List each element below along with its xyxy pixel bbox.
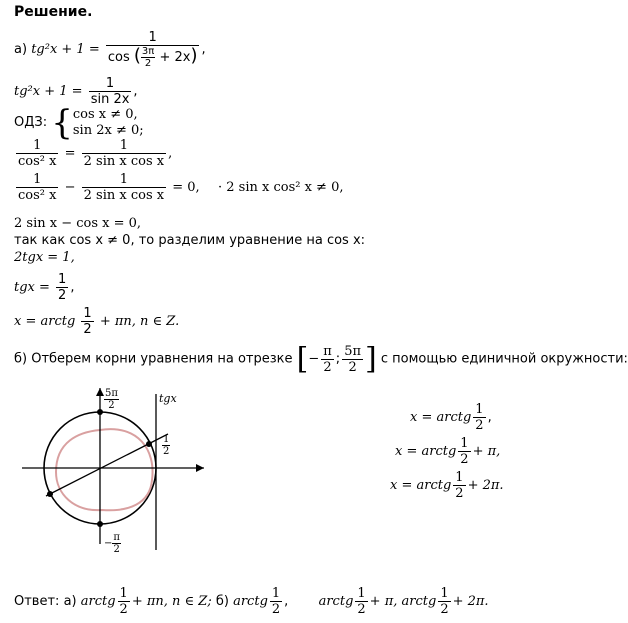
denominator: 2 xyxy=(163,446,170,457)
root-2 xyxy=(395,436,500,467)
line-10 xyxy=(14,306,179,337)
numerator: π xyxy=(323,344,332,359)
frac-half xyxy=(56,272,68,303)
den-2: 2 xyxy=(141,57,155,69)
tgx-eq: tgx = xyxy=(14,280,50,295)
denominator: 2 sin x cos x xyxy=(83,154,165,169)
numerator: 5π xyxy=(105,388,118,399)
odz-system xyxy=(73,107,144,139)
answer-b2-arctg: arctg xyxy=(318,594,354,609)
x-axis-arrow-icon xyxy=(196,464,204,472)
frac-half xyxy=(438,586,450,617)
line-8: 2tgx = 1, xyxy=(14,250,75,265)
numerator: 1 xyxy=(33,138,42,153)
denominator: 2 xyxy=(83,322,92,337)
label-tgx: tgx xyxy=(159,392,177,405)
part-b-text-2: с помощью единичной окружности: xyxy=(380,351,628,367)
general-solution-tail: + πn, n ∈ Z. xyxy=(99,314,180,329)
frac-1-2sincos-b xyxy=(82,172,166,203)
denominator: cos ( $\frac{3\pi}{2}$ + 2x) xyxy=(107,45,198,69)
denominator: 2 xyxy=(357,602,366,617)
numerator: 1 xyxy=(119,172,129,187)
numerator: 1 xyxy=(475,402,484,417)
root-lhs: x = arctg xyxy=(410,410,472,425)
answer-line xyxy=(14,586,489,617)
part-a-label: а) xyxy=(14,42,28,57)
line-7: так как cos x ≠ 0, то разделим уравнение на cos x: xyxy=(14,233,366,248)
answer-b1-tail: , xyxy=(284,594,289,609)
numerator: 5π xyxy=(344,344,362,359)
equals: = xyxy=(64,146,76,161)
numerator: 1 xyxy=(105,76,115,91)
part-b-text-1: б) Отберем корни уравнения на отрезке xyxy=(14,351,293,367)
answer-b-label: б) xyxy=(215,594,229,609)
root-lhs: x = arctg xyxy=(395,444,457,459)
answer-a-label: а) xyxy=(63,594,77,609)
label-half xyxy=(162,434,170,457)
root-tail: , xyxy=(487,410,492,425)
minus: − xyxy=(308,351,320,367)
frac-half xyxy=(81,306,93,337)
numerator: 1 xyxy=(440,586,449,601)
x-eq-arctg: x = arctg xyxy=(14,314,76,329)
numerator: 1 xyxy=(58,272,67,287)
frac-1-2sincos xyxy=(82,138,166,169)
semicolon: ; xyxy=(335,351,341,367)
solution-arc-curve xyxy=(56,429,153,510)
frac-1-cos2 xyxy=(16,138,58,169)
answer-label: Ответ: xyxy=(14,594,60,609)
root-tail: + 2π. xyxy=(467,478,504,493)
label-5pi-2 xyxy=(104,388,119,411)
frac-half xyxy=(118,586,130,617)
odz-condition-2: sin 2x ≠ 0; xyxy=(72,123,144,138)
numerator: 1 xyxy=(119,586,128,601)
numerator: 1 xyxy=(148,30,157,45)
line-4 xyxy=(14,138,172,169)
denominator: 2 xyxy=(342,359,363,375)
denominator: cos² x xyxy=(18,188,57,203)
frac-half xyxy=(453,470,465,501)
cos-label: cos xyxy=(107,50,130,65)
eq-lhs: tg²x + 1 = xyxy=(31,42,100,57)
label-minus-pi-2 xyxy=(104,532,121,555)
frac-pi-2 xyxy=(112,532,121,555)
numerator: 1 xyxy=(163,434,170,445)
root-lhs: x = arctg xyxy=(390,478,452,493)
line-5 xyxy=(14,172,200,203)
point-top xyxy=(97,409,103,415)
frac-pi-2 xyxy=(321,344,334,375)
line-a2 xyxy=(14,76,138,107)
numerator: 1 xyxy=(455,470,464,485)
denominator: 2 xyxy=(440,602,449,617)
line-6: 2 sin x − cos x = 0, xyxy=(14,216,142,231)
answer-b2-tail: + π, xyxy=(369,594,398,609)
frac-half xyxy=(473,402,485,433)
left-bracket: [ xyxy=(296,341,309,377)
minus: − xyxy=(104,538,113,549)
denominator: 2 xyxy=(321,359,334,375)
num-3pi: 3π xyxy=(141,46,155,57)
three-pi-over-2 xyxy=(141,46,155,69)
denominator: 2 xyxy=(475,418,484,433)
numerator: 1 xyxy=(271,586,281,601)
system-brace: { xyxy=(51,103,73,143)
numerator: 1 xyxy=(357,586,366,601)
frac-half xyxy=(270,586,282,617)
frac-5pi-2 xyxy=(342,344,363,375)
part-b-line xyxy=(14,341,628,377)
line-a1 xyxy=(14,30,206,69)
denominator: 2 xyxy=(460,452,469,467)
comma: , xyxy=(133,84,138,99)
frac-half xyxy=(355,586,367,617)
numerator: 1 xyxy=(119,138,129,153)
denominator: 2 xyxy=(119,602,128,617)
answer-a-tail: + πn, n ∈ Z; xyxy=(131,594,212,609)
fraction-sin2x xyxy=(89,76,132,107)
right-bracket: ] xyxy=(365,341,377,377)
denominator: 2 xyxy=(58,288,67,303)
denominator: sin 2x xyxy=(90,92,130,107)
odz-label: ОДЗ: xyxy=(14,115,48,130)
point-arctg xyxy=(146,441,152,447)
denominator: 2 sin x cos x xyxy=(83,188,165,203)
answer-b1-arctg: arctg xyxy=(233,594,268,609)
denominator: 2 xyxy=(104,399,119,411)
heading: Решение. xyxy=(14,4,93,20)
line-9 xyxy=(14,272,74,303)
comma: , xyxy=(70,280,75,295)
comma: , xyxy=(168,146,173,161)
frac-1-cos2-b xyxy=(16,172,58,203)
root-3 xyxy=(390,470,504,501)
point-bottom xyxy=(97,521,103,527)
plus-2x: + 2x xyxy=(159,50,191,65)
denominator: cos² x xyxy=(18,154,57,169)
denominator: 2 xyxy=(113,544,120,555)
numerator: π xyxy=(113,532,120,543)
answer-b3-arctg: arctg xyxy=(401,594,437,609)
denominator: 2 xyxy=(455,486,464,501)
numerator: 1 xyxy=(83,306,92,321)
numerator: 1 xyxy=(33,172,42,187)
root-1 xyxy=(410,402,492,433)
y-axis-arrow-icon xyxy=(96,388,104,396)
point-arctg-pi xyxy=(47,491,53,497)
denominator: 2 xyxy=(271,602,281,617)
answer-b3-tail: + 2π. xyxy=(452,594,489,609)
numerator: 1 xyxy=(460,436,469,451)
frac-half xyxy=(458,436,470,467)
eq-lhs-2: tg²x + 1 = xyxy=(14,84,83,99)
minus: − xyxy=(64,180,76,195)
comma: , xyxy=(201,42,206,57)
answer-a-arctg: arctg xyxy=(80,594,116,609)
odz-condition-1: cos x ≠ 0, xyxy=(72,107,138,122)
fraction-main xyxy=(106,30,200,69)
eq-zero: = 0, xyxy=(172,180,200,195)
odz-block xyxy=(14,103,144,143)
root-tail: + π, xyxy=(472,444,501,459)
multiplier-note: · 2 sin x cos² x ≠ 0, xyxy=(218,180,344,195)
